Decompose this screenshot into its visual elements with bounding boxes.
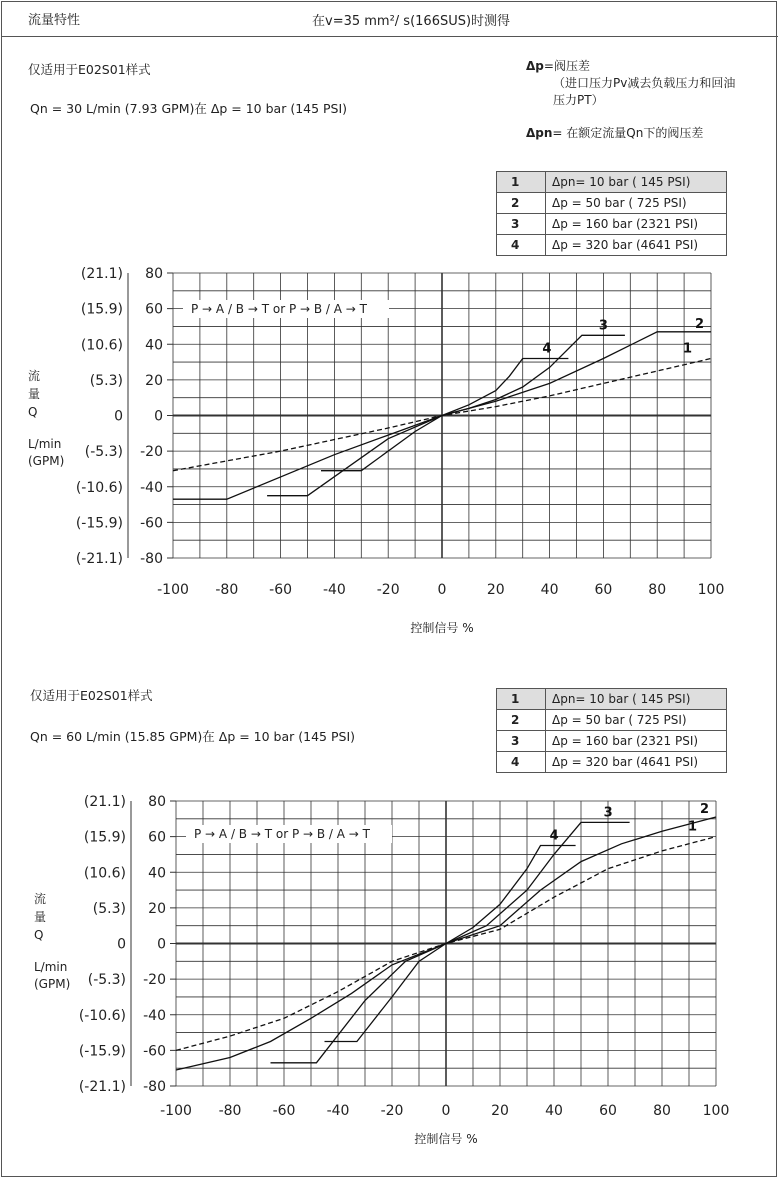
x-tick-label: -60 (269, 582, 293, 598)
y-gpm-tick-label: (15.9) (83, 829, 126, 846)
y-axis-label: L/min (34, 960, 68, 974)
legend-number: 2 (497, 710, 546, 731)
legend-number: 4 (497, 752, 546, 773)
dp-meaning: =阀压差 (543, 59, 590, 73)
x-tick-label: -100 (160, 1103, 192, 1119)
y-tick-label: 80 (145, 266, 163, 282)
section-title: 流量特性 (28, 13, 81, 28)
y-gpm-tick-label: (10.6) (80, 337, 123, 354)
series-label-1: 1 (683, 341, 693, 357)
x-tick-label: 60 (594, 582, 613, 598)
y-tick-label: 20 (145, 372, 163, 389)
x-tick-label: -40 (322, 582, 346, 598)
measurement-condition: 在v=35 mm²/ s(166SUS)时测得 (312, 14, 511, 29)
y-axis-label: L/min (28, 437, 62, 451)
x-tick-label: 80 (653, 1103, 671, 1119)
x-tick-label: 100 (697, 582, 725, 598)
dp-definition-line3: 压力PT） (553, 93, 604, 107)
x-tick-label: -100 (157, 582, 189, 598)
legend-text: Δp = 50 bar ( 725 PSI) (546, 193, 727, 214)
y-tick-label: -60 (143, 1043, 166, 1060)
x-tick-label: 0 (437, 582, 447, 598)
legend-number: 1 (497, 689, 546, 710)
legend-number: 1 (497, 172, 546, 193)
y-tick-label: 60 (148, 829, 166, 846)
y-gpm-tick-label: (-10.6) (78, 1007, 126, 1024)
x-tick-label: -20 (380, 1103, 404, 1119)
x-tick-label: 40 (540, 582, 559, 598)
y-tick-label: 40 (145, 337, 163, 354)
flow-path-annotation: P → A / B → T or P → B / A → T (194, 827, 370, 841)
x-tick-label: -80 (218, 1103, 242, 1119)
style-note-2: 仅适用于E02S01样式 (30, 688, 153, 703)
x-tick-label: 0 (441, 1103, 451, 1119)
dpn-meaning: = 在额定流量Qn下的阀压差 (552, 126, 704, 140)
legend-text: Δpn= 10 bar ( 145 PSI) (546, 689, 727, 710)
y-gpm-tick-label: (-21.1) (78, 1079, 126, 1095)
x-tick-label: 100 (702, 1103, 730, 1119)
style-note-1: 仅适用于E02S01样式 (28, 62, 151, 77)
x-tick-label: -40 (326, 1103, 350, 1119)
legend-text: Δp = 160 bar (2321 PSI) (546, 214, 727, 235)
y-axis-label: 量 (28, 387, 41, 401)
series-label-1: 1 (688, 819, 698, 835)
y-gpm-tick-label: (-15.9) (78, 1043, 126, 1060)
legend-text: Δp = 50 bar ( 725 PSI) (546, 710, 727, 731)
y-gpm-tick-label: (-5.3) (87, 972, 126, 989)
y-gpm-tick-label: (-10.6) (75, 479, 123, 496)
legend-text: Δp = 320 bar (4641 PSI) (546, 752, 727, 773)
x-tick-label: -80 (215, 582, 239, 598)
y-tick-label: -40 (143, 1007, 166, 1024)
rated-flow-1: Qn = 30 L/min (7.93 GPM)在 Δp = 10 bar (145 PSI) (30, 101, 348, 116)
y-gpm-tick-label: (-15.9) (75, 515, 123, 532)
series-label-2: 2 (695, 316, 705, 332)
x-tick-label: -60 (272, 1103, 296, 1119)
y-gpm-tick-label: 0 (114, 408, 123, 425)
x-tick-label: 80 (648, 582, 667, 598)
y-tick-label: -20 (143, 972, 166, 989)
legend-text: Δpn= 10 bar ( 145 PSI) (546, 172, 727, 193)
dp-symbol: Δp (526, 59, 544, 73)
y-gpm-tick-label: (21.1) (80, 266, 123, 282)
dp-definition-line2: （进口压力Pv减去负载压力和回油 (553, 76, 736, 90)
y-gpm-tick-label: (-5.3) (84, 444, 123, 461)
y-axis-label: (GPM) (28, 454, 65, 468)
x-tick-label: 20 (491, 1103, 509, 1119)
y-gpm-tick-label: (21.1) (83, 794, 126, 810)
rated-flow-2: Qn = 60 L/min (15.85 GPM)在 Δp = 10 bar (145 PSI) (30, 729, 356, 744)
y-tick-label: 60 (145, 301, 163, 318)
y-tick-label: -80 (140, 551, 163, 567)
legend-number: 4 (497, 235, 546, 256)
y-tick-label: 20 (148, 900, 166, 917)
series-label-3: 3 (598, 318, 608, 334)
legend-text: Δp = 320 bar (4641 PSI) (546, 235, 727, 256)
y-gpm-tick-label: (5.3) (89, 372, 123, 389)
y-gpm-tick-label: (-21.1) (75, 551, 123, 567)
series-label-4: 4 (549, 828, 559, 844)
series-label-4: 4 (542, 341, 552, 357)
y-gpm-tick-label: (15.9) (80, 301, 123, 318)
flow-path-annotation: P → A / B → T or P → B / A → T (191, 302, 367, 316)
y-tick-label: -20 (140, 444, 163, 461)
y-axis-label: 流 (34, 892, 47, 906)
dpn-symbol: Δpn (526, 126, 553, 140)
y-tick-label: -40 (140, 479, 163, 496)
y-gpm-tick-label: 0 (117, 936, 126, 953)
y-axis-label: 量 (34, 910, 47, 924)
x-tick-label: -20 (376, 582, 400, 598)
x-tick-label: 20 (486, 582, 505, 598)
y-axis-label: 流 (28, 369, 41, 383)
legend-text: Δp = 160 bar (2321 PSI) (546, 731, 727, 752)
y-tick-label: 0 (154, 408, 163, 425)
series-label-2: 2 (700, 802, 710, 818)
y-tick-label: -80 (143, 1079, 166, 1095)
legend-number: 3 (497, 214, 546, 235)
y-axis-label: Q (28, 405, 38, 419)
legend-number: 2 (497, 193, 546, 214)
x-axis-label: 控制信号 % (414, 1132, 478, 1146)
x-tick-label: 60 (599, 1103, 617, 1119)
y-tick-label: 40 (148, 865, 166, 882)
y-tick-label: 80 (148, 794, 166, 810)
y-axis-label: Q (34, 928, 44, 942)
y-gpm-tick-label: (5.3) (92, 900, 126, 917)
series-label-3: 3 (603, 805, 613, 821)
y-tick-label: 0 (157, 936, 166, 953)
y-axis-label: (GPM) (34, 977, 71, 991)
x-tick-label: 40 (545, 1103, 563, 1119)
x-axis-label: 控制信号 % (410, 621, 474, 635)
y-tick-label: -60 (140, 515, 163, 532)
legend-number: 3 (497, 731, 546, 752)
y-gpm-tick-label: (10.6) (83, 865, 126, 882)
